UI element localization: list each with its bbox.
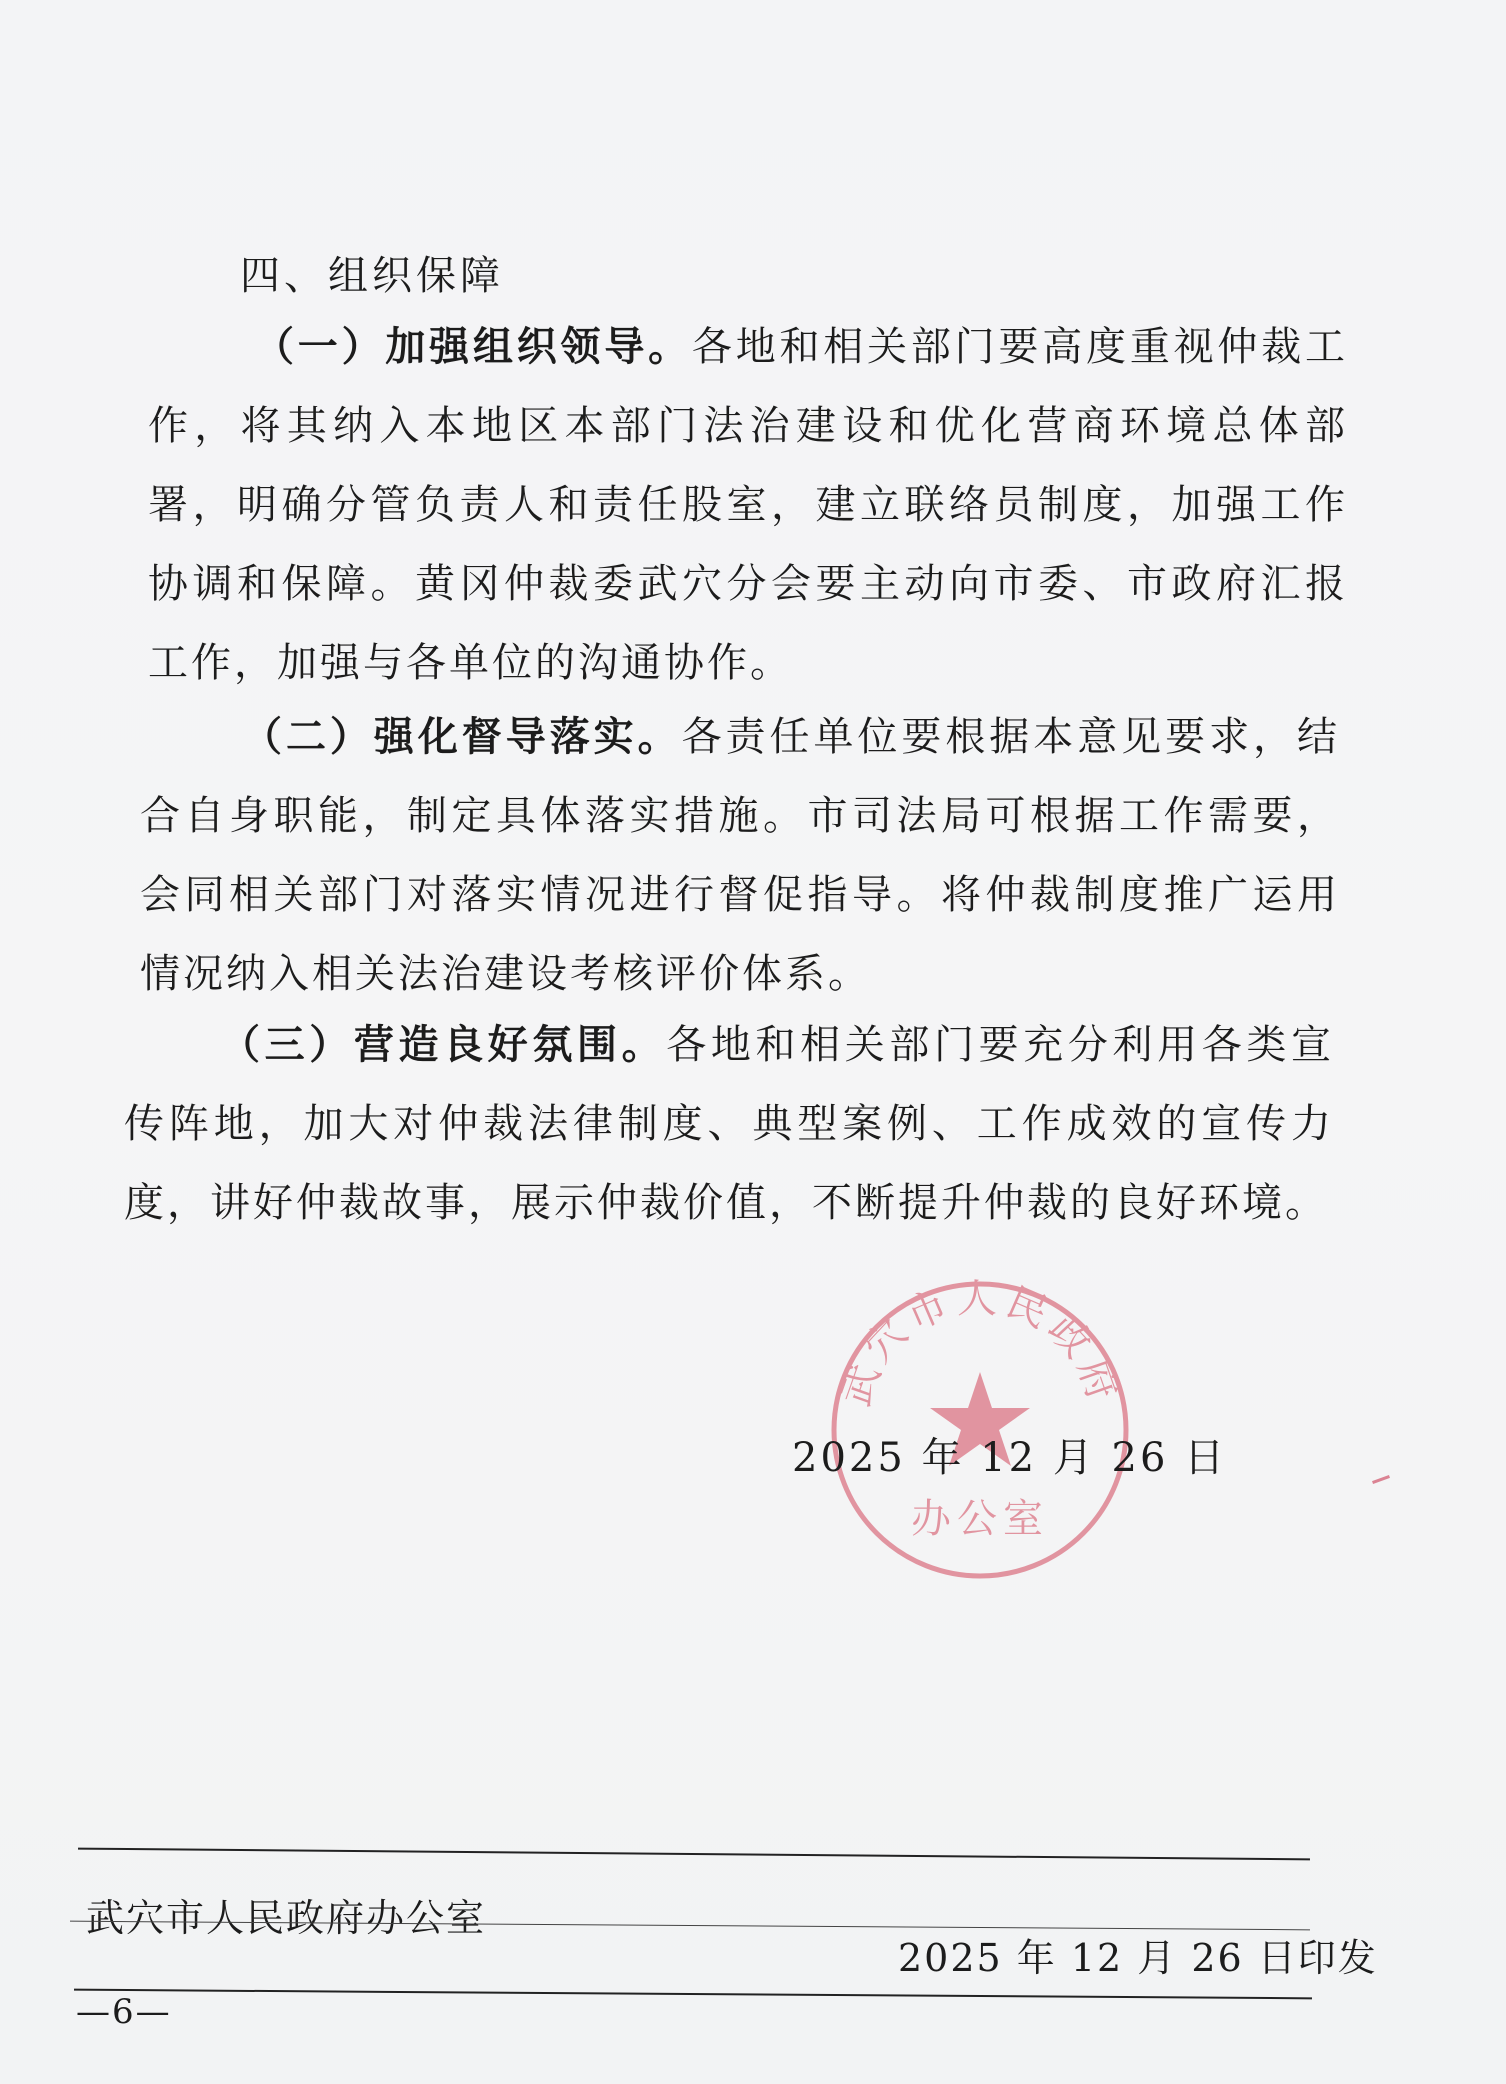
footer-rule-bottom [74, 1989, 1312, 2000]
paragraph-supervision [140, 698, 1340, 1014]
paragraph-lead: （一）加强组织领导。 [254, 324, 692, 370]
footer-rule-top [78, 1848, 1310, 1861]
ink-mark [1372, 1475, 1390, 1484]
seal-text-top: 武穴市人民政府 [832, 1275, 1128, 1412]
paragraph-atmosphere [124, 1006, 1334, 1243]
seal-text-bottom: 办公室 [911, 1496, 1049, 1542]
paragraph-text: 各责任单位要根据本意见要求，结合自身职能，制定具体落实措施。市司法局可根据工作需要，会同相关部门对落实情况进行督促指导。将仲裁制度推广运用情况纳入相关法治建设考核评价体系。 [140, 714, 1341, 997]
page-number: —6— [76, 1992, 172, 2032]
paragraph-organization-leadership [148, 308, 1348, 703]
paragraph-text: 各地和相关部门要充分利用各类宣传阵地，加大对仲裁法律制度、典型案例、工作成效的宣传力度，讲好仲裁故事，展示仲裁价值，不断提升仲裁的良好环境。 [124, 1022, 1334, 1226]
footer-print-date: 2025 年 12 月 26 日印发 [898, 1936, 1378, 1980]
paragraph-text: 各地和相关部门要高度重视仲裁工作，将其纳入本地区本部门法治建设和优化营商环境总体部署，明确分管负责人和责任股室，建立联络员制度，加强工作协调和保障。黄冈仲裁委武穴分会要主动向市委、市政府汇报工作，加强与各单位的沟通协作。 [148, 324, 1349, 686]
paragraph-lead: （二）强化督导落实。 [242, 714, 682, 760]
signature-date: 2025 年 12 月 26 日 [792, 1435, 1228, 1481]
paragraph-lead: （三）营造良好氛围。 [220, 1022, 667, 1068]
section-heading: 四、组织保障 [240, 253, 504, 299]
footer-issuer: 武穴市人民政府办公室 [86, 1896, 487, 1940]
